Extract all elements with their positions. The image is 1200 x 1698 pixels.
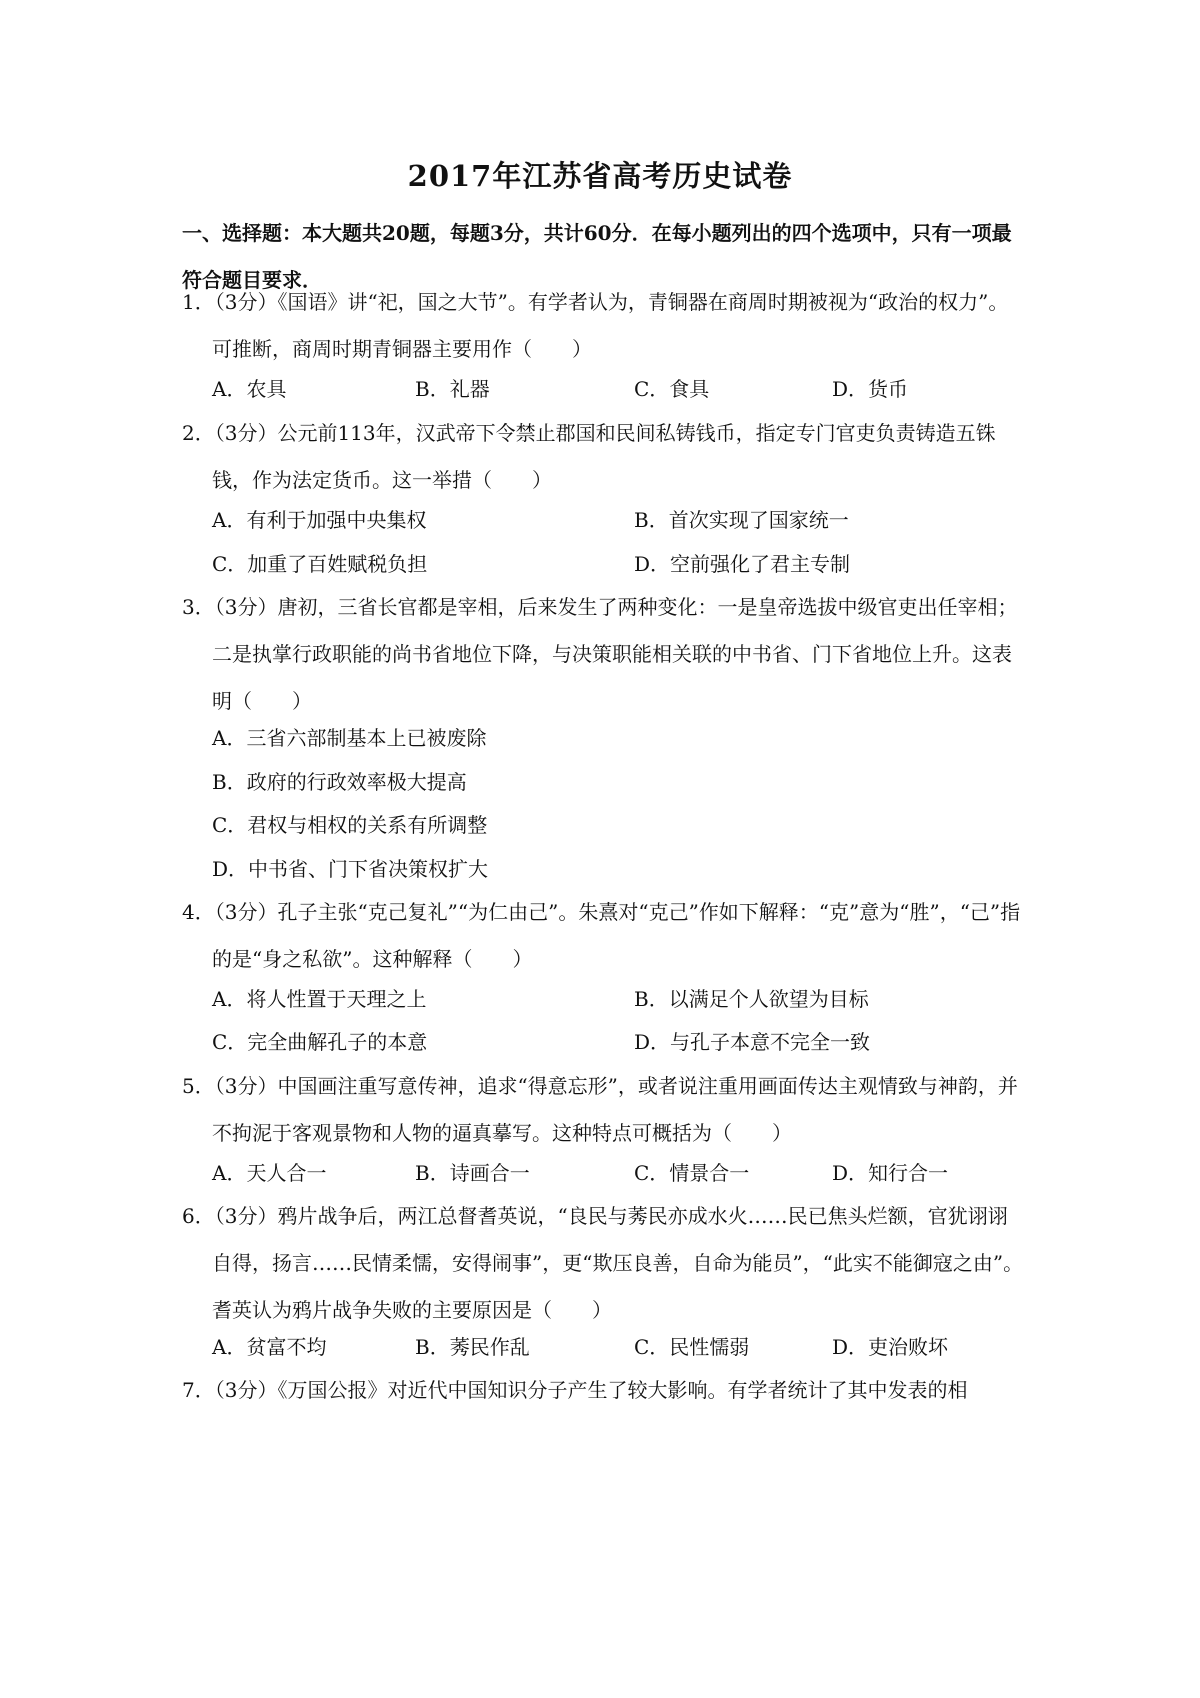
section-heading: 一、选择题：本大题共20题，每题3分，共计60分．在每小题列出的四个选项中，只有一项最符合题目要求． bbox=[182, 221, 1012, 292]
options-q4-row2 bbox=[212, 1019, 1024, 1066]
option-d[interactable]: D．知行合一 bbox=[832, 1161, 949, 1185]
options-q2-row2 bbox=[212, 541, 1024, 588]
question-7 bbox=[182, 1367, 1024, 1414]
options-q3-row1 bbox=[212, 715, 1024, 762]
option-d[interactable]: D．吏治败坏 bbox=[832, 1335, 949, 1359]
option-a[interactable]: A．将人性置于天理之上 bbox=[212, 987, 427, 1011]
question-1 bbox=[182, 279, 1024, 373]
option-a[interactable]: A．天人合一 bbox=[212, 1161, 327, 1185]
question-stem: 2．（3分）公元前113年，汉武帝下令禁止郡国和民间私铸钱币，指定专门官吏负责铸造五铢钱，作为法定货币。这一举措（ ） bbox=[182, 421, 996, 492]
question-6 bbox=[182, 1193, 1024, 1334]
option-c[interactable]: C．民性懦弱 bbox=[634, 1335, 750, 1359]
option-d[interactable]: D．中书省、门下省决策权扩大 bbox=[212, 857, 489, 881]
option-c[interactable]: C．君权与相权的关系有所调整 bbox=[212, 813, 488, 837]
option-c[interactable]: C．情景合一 bbox=[634, 1161, 750, 1185]
question-stem: 6．（3分）鸦片战争后，两江总督耆英说，“良民与莠民亦成水火……民已焦头烂额，官犹诩诩自得，扬言……民情柔懦，安得闹事”，更“欺压良善，自命为能员”，“此实不能御寇之由”。耆英认为鸦片战争失败的主要原因是（ ） bbox=[182, 1204, 1024, 1322]
question-stem: 4．（3分）孔子主张“克己复礼”“为仁由己”。朱熹对“克己”作如下解释：“克”意为“胜”，“己”指的是“身之私欲”。这种解释（ ） bbox=[182, 900, 1021, 971]
question-2 bbox=[182, 410, 1024, 504]
question-3 bbox=[182, 584, 1024, 725]
option-a[interactable]: A．三省六部制基本上已被废除 bbox=[212, 726, 487, 750]
page-title: 2017年江苏省高考历史试卷 bbox=[407, 159, 793, 193]
option-b[interactable]: B．礼器 bbox=[415, 377, 490, 401]
options-q2-row1 bbox=[212, 497, 1024, 544]
option-b[interactable]: B．诗画合一 bbox=[415, 1161, 530, 1185]
question-stem: 3．（3分）唐初，三省长官都是宰相，后来发生了两种变化：一是皇帝选拔中级官吏出任宰相；二是执掌行政职能的尚书省地位下降，与决策职能相关联的中书省、门下省地位上升。这表明（ ） bbox=[182, 595, 1018, 713]
question-5 bbox=[182, 1063, 1024, 1157]
options-q3-row4 bbox=[212, 846, 1024, 893]
option-c[interactable]: C．加重了百姓赋税负担 bbox=[212, 552, 428, 576]
option-a[interactable]: A．贫富不均 bbox=[212, 1335, 327, 1359]
options-q4-row1 bbox=[212, 976, 1024, 1023]
option-d[interactable]: D．空前强化了君主专制 bbox=[634, 552, 851, 576]
option-b[interactable]: B．首次实现了国家统一 bbox=[634, 508, 849, 532]
option-c[interactable]: C．食具 bbox=[634, 377, 710, 401]
question-4 bbox=[182, 889, 1024, 983]
option-d[interactable]: D．货币 bbox=[832, 377, 909, 401]
options-q3-row3 bbox=[212, 802, 1024, 849]
option-b[interactable]: B．莠民作乱 bbox=[415, 1335, 530, 1359]
options-q6 bbox=[212, 1324, 1024, 1371]
question-stem: 1．（3分）《国语》讲“祀，国之大节”。有学者认为，青铜器在商周时期被视为“政治的权力”。可推断，商周时期青铜器主要用作（ ） bbox=[182, 290, 1009, 361]
option-a[interactable]: A．有利于加强中央集权 bbox=[212, 508, 427, 532]
option-a[interactable]: A．农具 bbox=[212, 377, 287, 401]
question-stem: 5．（3分）中国画注重写意传神，追求“得意忘形”，或者说注重用画面传达主观情致与神韵，并不拘泥于客观景物和人物的逼真摹写。这种特点可概括为（ ） bbox=[182, 1074, 1018, 1145]
option-b[interactable]: B．政府的行政效率极大提高 bbox=[212, 770, 467, 794]
options-q3-row2 bbox=[212, 759, 1024, 806]
options-q5 bbox=[212, 1150, 1024, 1197]
question-stem: 7．（3分）《万国公报》对近代中国知识分子产生了较大影响。有学者统计了其中发表的相 bbox=[182, 1378, 968, 1402]
option-b[interactable]: B．以满足个人欲望为目标 bbox=[634, 987, 869, 1011]
option-c[interactable]: C．完全曲解孔子的本意 bbox=[212, 1030, 428, 1054]
options-q1 bbox=[212, 366, 1024, 413]
option-d[interactable]: D．与孔子本意不完全一致 bbox=[634, 1030, 871, 1054]
